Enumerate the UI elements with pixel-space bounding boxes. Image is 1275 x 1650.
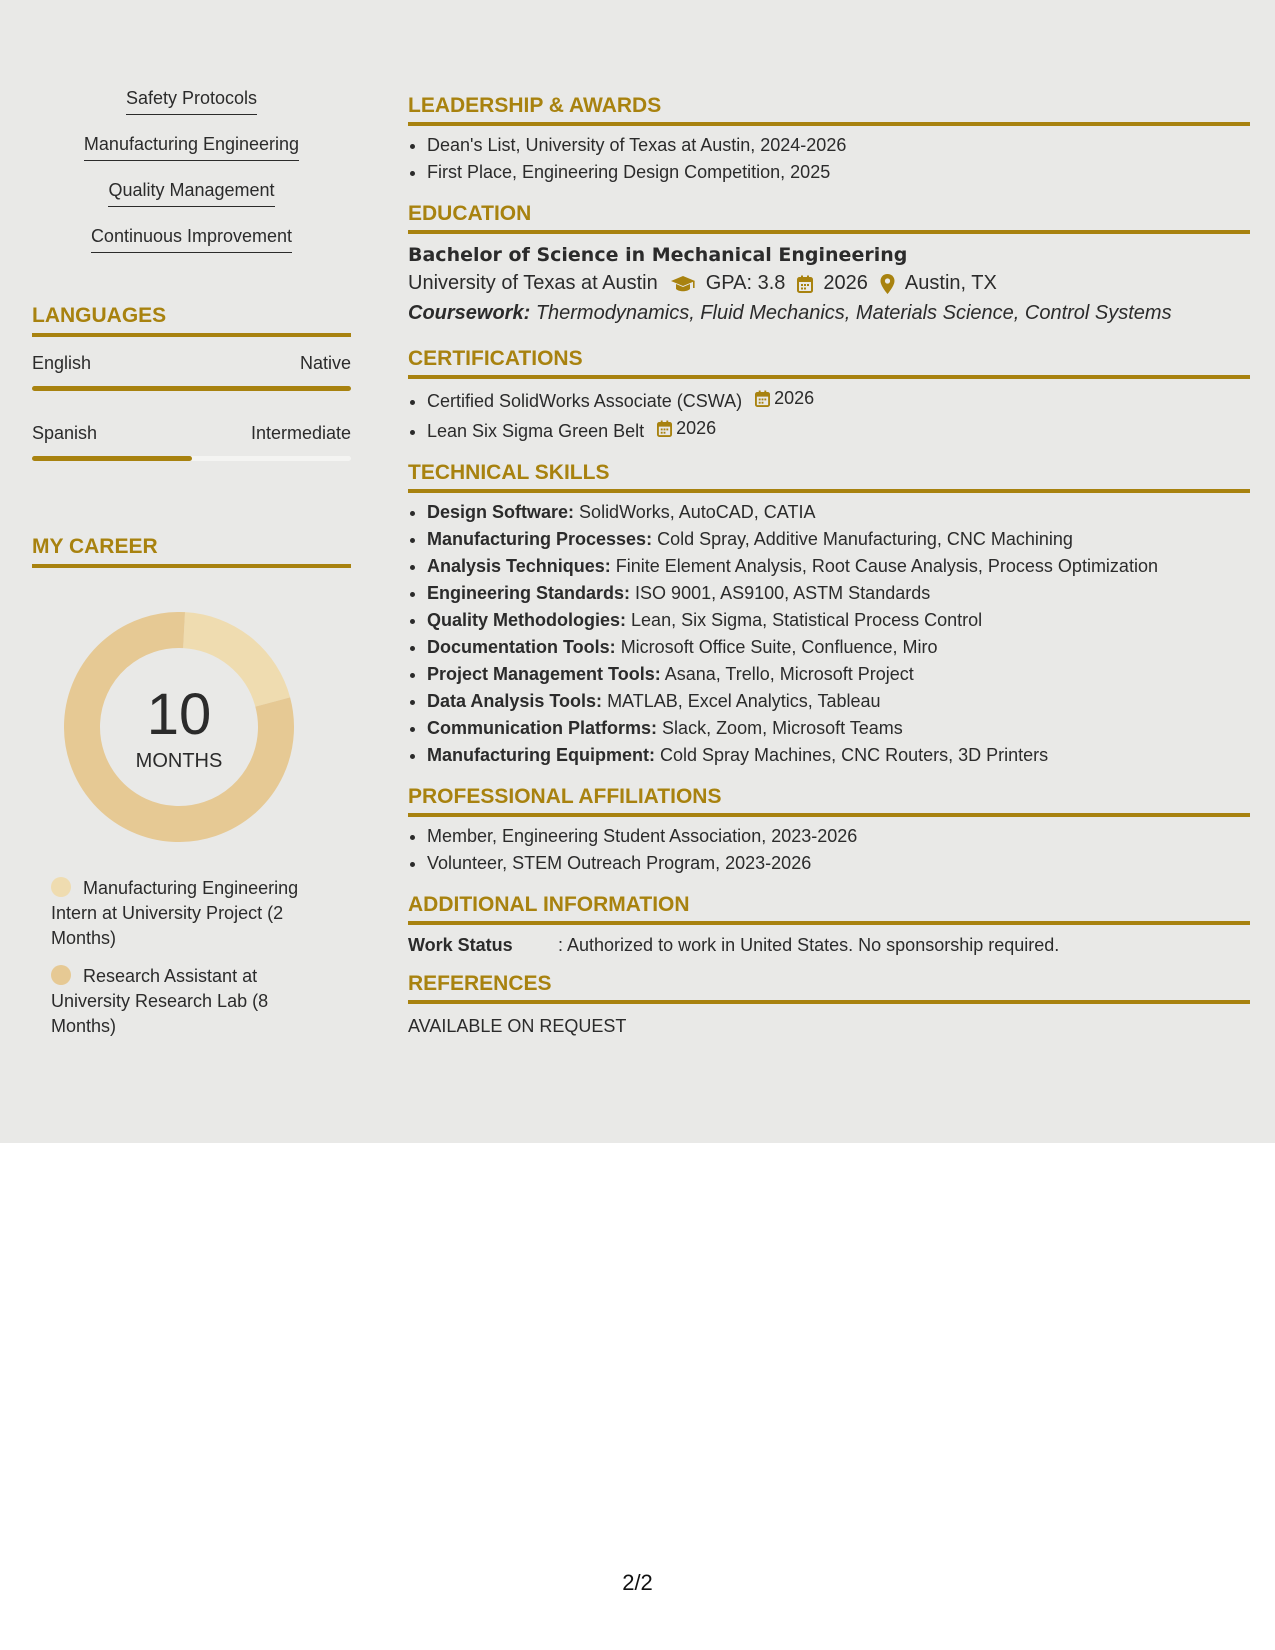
skill-category: Project Management Tools: xyxy=(427,664,661,684)
skill-values: Microsoft Office Suite, Confluence, Miro xyxy=(620,637,938,657)
certification-year: 2026 xyxy=(676,418,717,438)
skill-values: Cold Spray, Additive Manufacturing, CNC Machining xyxy=(657,529,1073,549)
language-level: Native xyxy=(299,353,351,373)
section-heading: PROFESSIONAL AFFILIATIONS xyxy=(408,785,1250,817)
career-total: 10 xyxy=(146,681,212,747)
technical-skill-item xyxy=(427,499,1250,526)
graduation-cap-icon xyxy=(670,275,696,293)
language-bar xyxy=(32,456,351,461)
skill-tag[interactable]: Continuous Improvement xyxy=(91,222,292,253)
certification-year: 2026 xyxy=(774,388,815,408)
skill-values: MATLAB, Excel Analytics, Tableau xyxy=(607,691,881,711)
work-status-label: Work Status xyxy=(408,935,513,955)
calendar-icon xyxy=(755,390,770,407)
list-item: • Member, Engineering Student Association, 2023-2026 xyxy=(427,823,1250,850)
list-item: • Dean's List, University of Texas at Austin, 2024-2026 xyxy=(427,132,1250,159)
section-heading: CERTIFICATIONS xyxy=(408,347,1250,379)
skill-values: Slack, Zoom, Microsoft Teams xyxy=(662,718,903,738)
technical-skill-item xyxy=(427,553,1250,580)
career-unit: MONTHS xyxy=(135,749,223,772)
skill-category: Analysis Techniques: xyxy=(427,556,611,576)
technical-skills-list xyxy=(408,499,1250,769)
career-donut-chart xyxy=(64,612,294,842)
language-spanish xyxy=(32,423,351,461)
certifications-section xyxy=(408,347,1250,445)
certification-name: Certified SolidWorks Associate (CSWA) xyxy=(427,391,743,411)
leadership-section xyxy=(408,94,1250,186)
skill-tag[interactable]: Safety Protocols xyxy=(126,84,257,115)
additional-info-section xyxy=(408,893,1250,956)
gpa: GPA: 3.8 xyxy=(705,272,786,294)
career-heading: MY CAREER xyxy=(32,535,351,568)
technical-skill-item xyxy=(427,580,1250,607)
certification-item xyxy=(427,415,1250,445)
section-heading: LEADERSHIP & AWARDS xyxy=(408,94,1250,126)
technical-skill-item xyxy=(427,634,1250,661)
education-location: Austin, TX xyxy=(904,272,997,294)
skill-values: SolidWorks, AutoCAD, CATIA xyxy=(579,502,816,522)
skill-category: Data Analysis Tools: xyxy=(427,691,603,711)
technical-skill-item xyxy=(427,715,1250,742)
page-number: 2/2 xyxy=(622,1570,653,1595)
legend-label: Research Assistant at University Research Lab (8 Months) xyxy=(51,966,269,1036)
affiliations-section xyxy=(408,785,1250,877)
language-bar-fill xyxy=(32,456,192,461)
legend-label: Manufacturing Engineering Intern at University Project (2 Months) xyxy=(51,878,299,948)
skill-values: Asana, Trello, Microsoft Project xyxy=(664,664,914,684)
section-heading: TECHNICAL SKILLS xyxy=(408,461,1250,493)
coursework xyxy=(408,302,1250,325)
skill-values: Finite Element Analysis, Root Cause Analysis, Process Optimization xyxy=(615,556,1158,576)
language-english xyxy=(32,353,351,391)
section-heading: REFERENCES xyxy=(408,972,1250,1004)
skill-category: Engineering Standards: xyxy=(427,583,631,603)
references-section xyxy=(408,972,1250,1037)
skill-category: Documentation Tools: xyxy=(427,637,616,657)
education-section xyxy=(408,202,1250,325)
language-bar xyxy=(32,386,351,391)
languages-heading: LANGUAGES xyxy=(32,304,351,337)
legend-dot xyxy=(51,877,71,897)
skill-category: Manufacturing Equipment: xyxy=(427,745,655,765)
degree-title: Bachelor of Science in Mechanical Engineering xyxy=(408,244,908,266)
skill-category: Design Software: xyxy=(427,502,575,522)
coursework-label: Coursework: xyxy=(408,302,531,324)
certification-name: Lean Six Sigma Green Belt xyxy=(427,421,645,441)
language-level: Intermediate xyxy=(250,423,351,443)
graduation-year: 2026 xyxy=(823,272,868,294)
legend-dot xyxy=(51,965,71,985)
skill-values: ISO 9001, AS9100, ASTM Standards xyxy=(635,583,931,603)
school-name: University of Texas at Austin xyxy=(408,272,658,294)
calendar-icon xyxy=(797,275,813,293)
skill-category: Manufacturing Processes: xyxy=(427,529,653,549)
technical-skill-item xyxy=(427,742,1250,769)
map-pin-icon xyxy=(880,274,895,294)
technical-skill-item xyxy=(427,607,1250,634)
sidebar xyxy=(32,84,351,1052)
education-meta xyxy=(408,272,1250,295)
coursework-list: Thermodynamics, Fluid Mechanics, Materials Science, Control Systems xyxy=(535,302,1172,324)
career-legend-item xyxy=(51,876,321,951)
work-status-value: : Authorized to work in United States. No sponsorship required. xyxy=(558,935,1060,955)
skill-values: Cold Spray Machines, CNC Routers, 3D Printers xyxy=(660,745,1049,765)
certification-item xyxy=(427,385,1250,415)
calendar-icon xyxy=(657,420,672,437)
skill-category: Communication Platforms: xyxy=(427,718,658,738)
skill-tags xyxy=(32,84,351,268)
language-name: Spanish xyxy=(32,423,98,443)
references-text: AVAILABLE ON REQUEST xyxy=(408,1016,627,1036)
list-item: • First Place, Engineering Design Competition, 2025 xyxy=(427,159,1250,186)
skill-tag[interactable]: Manufacturing Engineering xyxy=(84,130,299,161)
section-heading: ADDITIONAL INFORMATION xyxy=(408,893,1250,925)
skill-category: Quality Methodologies: xyxy=(427,610,627,630)
technical-skill-item xyxy=(427,688,1250,715)
technical-skills-section xyxy=(408,461,1250,769)
technical-skill-item xyxy=(427,661,1250,688)
career-legend-item xyxy=(51,964,321,1039)
career-legend xyxy=(51,876,321,1039)
language-bar-fill xyxy=(32,386,351,391)
list-item: • Volunteer, STEM Outreach Program, 2023-2026 xyxy=(427,850,1250,877)
language-name: English xyxy=(32,353,92,373)
skill-tag[interactable]: Quality Management xyxy=(108,176,274,207)
work-status-row xyxy=(408,935,1250,956)
section-heading: EDUCATION xyxy=(408,202,1250,234)
technical-skill-item xyxy=(427,526,1250,553)
skill-values: Lean, Six Sigma, Statistical Process Control xyxy=(631,610,983,630)
main-content xyxy=(408,94,1250,1053)
